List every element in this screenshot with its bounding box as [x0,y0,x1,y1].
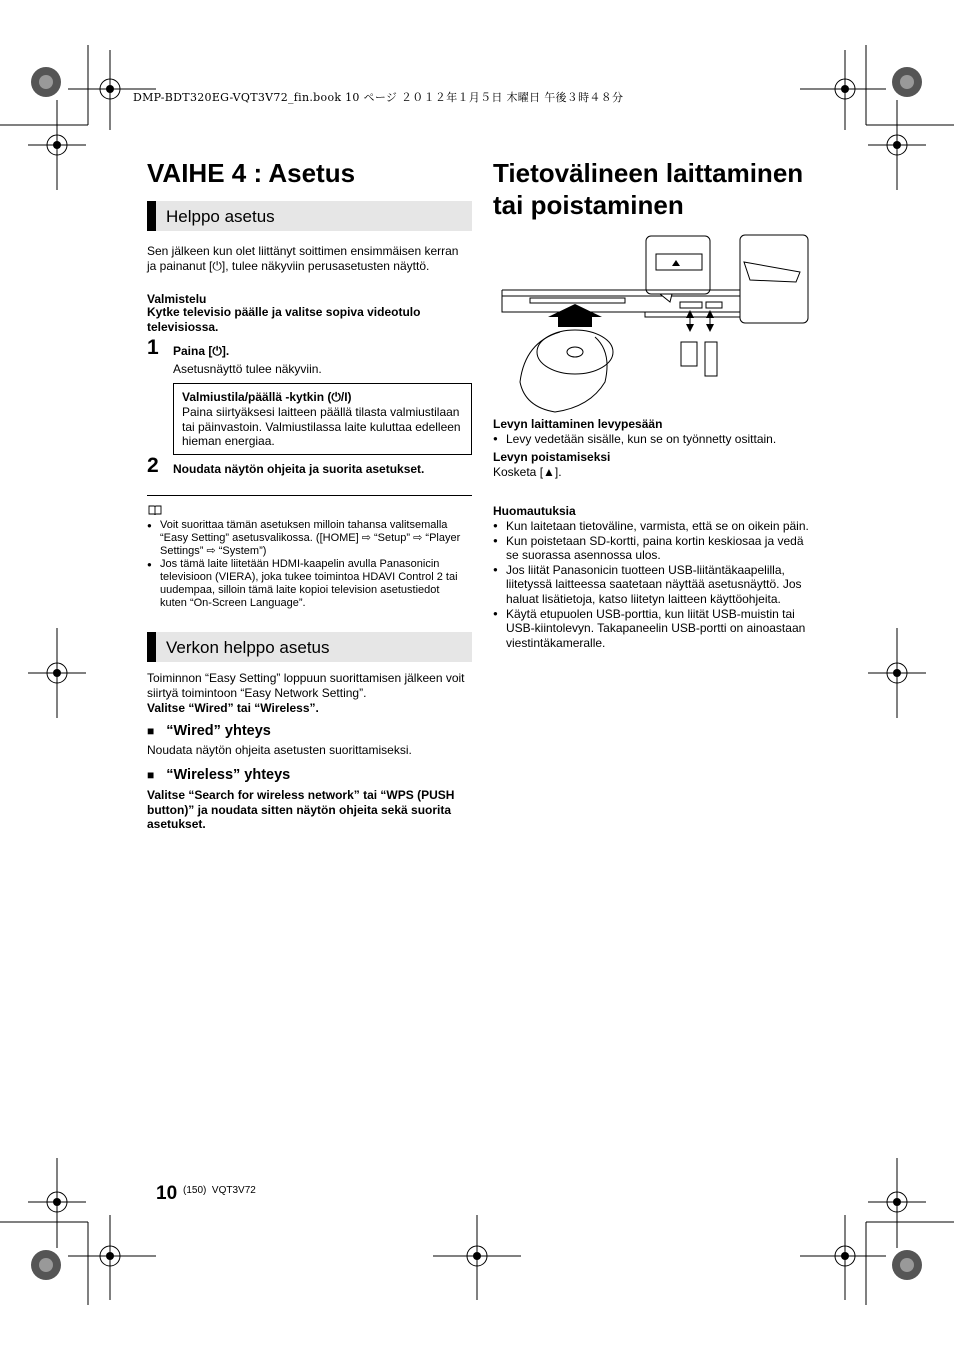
wireless-heading: ■ “Wireless” yhteys [147,767,290,783]
note-item: ● Jos tämä laite liitetään HDMI-kaapelin avulla Panasonicin televisioon (VIERA), joka tukee toimintoa HDAVI Control 2 tai uudempaa, silloin tämä laite kopioi television asetustiedot kuten “On-Screen Language”. [147,558,467,610]
footer-code: (150) VQT3V72 [183,1185,256,1196]
step-2-title: Noudata näytön ohjeita ja suorita asetukset. [173,462,425,476]
remove-label: Levyn poistamiseksi [493,450,611,464]
step-1-title: Paina [⏻]. [173,344,230,358]
divider [147,495,472,496]
print-header: DMP-BDT320EG-VQT3V72_fin.book 10 ページ ２０１２年１月５日 木曜日 午後３時４８分 [133,91,624,104]
network-choose: Valitse “Wired” tai “Wireless”. [147,701,319,715]
insert-item: ● Levy vedetään sisälle, kun se on työnnetty osittain. [493,432,813,447]
remove-text: Kosketa [▲]. [493,465,562,479]
prep-label: Valmistelu [147,292,207,306]
insert-label: Levyn laittaminen levypesään [493,417,663,431]
standby-info-box [173,383,472,455]
right-title-line2: tai poistaminen [493,190,684,220]
step-number-2: 2 [147,454,159,477]
page-number: 10 [156,1183,178,1204]
box-title: Valmiustila/päällä -kytkin (⏻/I) [182,390,352,404]
note-item: ● Käytä etupuolen USB-porttia, kun liität USB-muistin tai USB-kiintolevyn. Takapaneelin USB-portti on ainoastaan viestintäkameralle. [493,607,815,651]
network-intro: Toiminnon “Easy Setting” loppuun suorittamisen jälkeen voit siirtyä toimintoon “Easy Network Setting”. [147,671,465,700]
box-text: Paina siirtyäksesi laitteen päällä tilasta valmiustilaan tai päinvastoin. Valmiustilassa laite kuluttaa edelleen hieman energiaa. [182,405,461,449]
book-icon [148,505,162,515]
section-heading-verkon [147,632,472,662]
page-title: VAIHE 4 : Asetus [147,158,356,188]
note-item: ● Voit suorittaa tämän asetuksen milloin tahansa valitsemalla “Easy Setting” asetusvalikossa. ([HOME] ⇨ “Setup” ⇨ “Player Settings” ⇨ “System”) [147,519,467,558]
wired-heading: ■ “Wired” yhteys [147,723,271,739]
right-notes-list [493,519,815,650]
wired-text: Noudata näytön ohjeita asetusten suorittamiseksi. [147,743,412,757]
notes-label: Huomautuksia [493,504,576,518]
note-item: ● Kun laitetaan tietoväline, varmista, että se on oikein päin. [493,519,815,534]
section-heading-text: Verkon helppo asetus [166,638,330,657]
wireless-text: Valitse “Search for wireless network” tai “WPS (PUSH button)” ja noudata sitten näytön ohjeita sekä suorita asetukset. [147,788,455,832]
prep-text: Kytke televisio päälle ja valitse sopiva videotulo televisiossa. [147,305,421,334]
note-item: ● Jos liität Panasonicin tuotteen USB-liitäntäkaapelilla, liitetyssä laitteessa saatetaan näyttää asetusnäyttö. Jos haluat lisätietoja, katso liitetyn laitteen käyttöohjeita. [493,563,815,607]
note-item: ● Kun poistetaan SD-kortti, paina kortin keskiosaa ja vedä se suorassa asennossa ulos. [493,534,815,563]
disc-insert-illustration [500,232,812,422]
insert-list [493,432,813,447]
right-title-line1: Tietovälineen laittaminen [493,158,804,188]
step-1-text: Asetusnäyttö tulee näkyviin. [173,362,322,376]
section-heading-helppo [147,201,472,231]
step-number-1: 1 [147,336,159,359]
notes-list [147,519,467,610]
intro-text: Sen jälkeen kun olet liittänyt soittimen ensimmäisen kerran ja painanut [⏻], tulee näkyviin perusasetusten näyttö. [147,244,459,273]
section-heading-text: Helppo asetus [166,207,275,226]
